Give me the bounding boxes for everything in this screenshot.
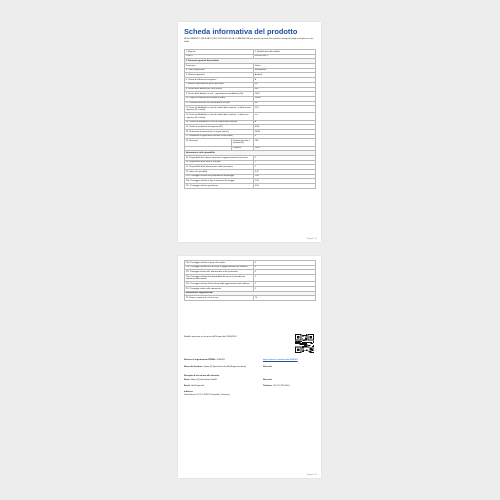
parameter-value: 3.25 bbox=[254, 170, 316, 175]
parameter-value: Smartphone bbox=[254, 68, 316, 73]
parameter-value: Android bbox=[254, 73, 316, 78]
market-note: Modello immesso sul mercato dell'Unione dal 20/06/2025 bbox=[184, 336, 237, 338]
parameter-value: 2 bbox=[254, 282, 316, 287]
table-row bbox=[185, 184, 316, 189]
parameter-name: 6. Classe di efficienza energetica bbox=[185, 78, 254, 83]
parameter-name: 20. Disponibilità delle parti di ricambio bbox=[185, 160, 254, 165]
parameter-value: 2. Identificativo del modello bbox=[254, 50, 316, 55]
parameter-name: 22i. Punteggio relativo alla riparazione bbox=[185, 286, 254, 291]
parameter-subname: Formato di scala e sistema (M) bbox=[232, 139, 254, 146]
parameter-name: 22. Indice di riparabilità bbox=[185, 170, 254, 175]
parameter-name: 22g. Punteggio relativo alla disponibilità dei pezzi di ricambio per riparatori professionisti bbox=[185, 275, 254, 282]
supplier-name: Hipoo (F) Specialists GmbH (Rappresentante) bbox=[203, 366, 247, 368]
parameter-value: 100.3 bbox=[254, 146, 316, 151]
parameter-name: 8. Durata della batteria per ciclo [h/min] bbox=[185, 87, 254, 92]
parameter-name: 5. Sistema operativo bbox=[185, 73, 254, 78]
parameter-value: 270 bbox=[254, 106, 316, 113]
contact-phone: Telefono: +49 177 449 0001 bbox=[263, 385, 290, 387]
table-row bbox=[185, 106, 316, 113]
contact-web-label: Sito web: bbox=[263, 379, 273, 381]
registration-block bbox=[184, 359, 244, 362]
parameter-value: A bbox=[254, 120, 316, 125]
parameter-name: 23. Numero minimo di cicli di carica bbox=[185, 296, 254, 301]
table-row bbox=[185, 113, 316, 120]
document-title: Scheda informativa del prodotto bbox=[184, 27, 298, 36]
parameter-value: 5 bbox=[254, 165, 316, 170]
parameter-name: 22c. Punteggio relativo agli attrezzi bbox=[185, 184, 254, 189]
parameter-value: 1.00 bbox=[254, 179, 316, 184]
table-row bbox=[185, 139, 316, 146]
parameter-name: 22f. Punteggio relativo alle informazioni sulla riparazione bbox=[185, 270, 254, 275]
product-parameters-table bbox=[184, 49, 316, 189]
parameter-value: 2 bbox=[254, 275, 316, 282]
parameter-name: CUBOT bbox=[185, 54, 254, 59]
parameter-value: B bbox=[254, 78, 316, 83]
contact-address: Indirizzo: Dieselstrasse 12-14, 40235 Düsseldorf, Germany bbox=[184, 391, 230, 396]
registration-label: Numero di registrazione EPREL: bbox=[184, 359, 216, 361]
parameter-value: 148 bbox=[254, 139, 316, 146]
parameter-value: n.a. bbox=[254, 113, 316, 120]
qr-code-icon[interactable] bbox=[295, 334, 314, 353]
parameter-value: KINGKONG 9 bbox=[254, 54, 316, 59]
registration-number: 2096681 bbox=[216, 359, 225, 361]
page-1 bbox=[178, 22, 321, 242]
parameter-name: 13. Forza di affidabilità in caso di caduta libera ripetuta – caduta con copertura [N. cadute] bbox=[185, 113, 254, 120]
parameter-value: 49h bbox=[254, 87, 316, 92]
section-heading: Informazioni sulla riparabilità bbox=[185, 151, 316, 156]
parameter-subname: Pannello bbox=[232, 146, 254, 151]
parameter-value: IP68 bbox=[254, 125, 316, 130]
page-number: Pagina 2 / 2 bbox=[306, 474, 317, 476]
parameter-value: 1 bbox=[254, 286, 316, 291]
parameter-value: No bbox=[254, 101, 316, 106]
parameter-name: 19. Disponibilità del sistema operativo e aggiornamenti di sicurezza bbox=[185, 155, 254, 160]
parameter-name: 18. Spessore bbox=[185, 139, 232, 146]
parameter-name: 4. Tipo di dispositivo bbox=[185, 68, 254, 73]
parameter-name: 15. Grado di protezione da ingresso (IP) bbox=[185, 125, 254, 130]
contact-email: Email: info@hipoo.de bbox=[184, 385, 205, 387]
parameter-name: 21. Disponibilità delle informazioni sulla riparazione bbox=[185, 165, 254, 170]
parameter-value: 4 bbox=[254, 261, 316, 266]
parameter-name: 9. Durata della batteria in cicli – impostazione predefinita [cicli] bbox=[185, 92, 254, 97]
supplier-label: Nome del fornitore: bbox=[184, 366, 204, 368]
regulation-subtitle: REGOLAMENTO DELEGATO (UE) 2023/1669 DELLA COMMISSIONE per quanto riguarda l'etichettatura energetica degli smartphone e dei tablet bbox=[184, 38, 314, 43]
parameter-name: 11. Commercializzato con caricabatterie incluso bbox=[185, 101, 254, 106]
parameter-value: 10600 bbox=[254, 96, 316, 101]
parameter-name: 17. Resistenza ai graffi dello schermo (scala Mohs) bbox=[185, 134, 254, 139]
parameter-name: 12. Forza di affidabilità in caso di caduta libera ripetuta – caduta senza copertura [N. cadute] bbox=[185, 106, 254, 113]
parameter-value: 1.00 bbox=[254, 174, 316, 179]
section-heading: Informazioni supplementari bbox=[185, 291, 316, 296]
table-row bbox=[185, 296, 316, 301]
parameter-value: 6 bbox=[254, 134, 316, 139]
parameter-value: 4 bbox=[254, 265, 316, 270]
table-row bbox=[185, 275, 316, 282]
page-2 bbox=[178, 256, 321, 478]
customer-service-heading: Recapito di assistenza alla clientela bbox=[184, 375, 220, 377]
parameter-value: No bbox=[254, 82, 316, 87]
supplier-block bbox=[184, 366, 254, 369]
section-heading: 3. Parametri generali del prodotto bbox=[185, 59, 316, 64]
parameter-value: 4 bbox=[254, 270, 316, 275]
parameter-value: 4.00 bbox=[254, 184, 316, 189]
parameter-name: 22d. Punteggio relativo ai pezzi di ricambio bbox=[185, 261, 254, 266]
parameter-value: 7 bbox=[254, 160, 316, 165]
contact-name: Nome: Hipoo (F) Specialists GmbH bbox=[184, 379, 217, 381]
eprel-link[interactable]: https://eprel.ec.europa.eu/qr/2096681 bbox=[263, 359, 298, 361]
parameter-value: 5 bbox=[254, 155, 316, 160]
parameter-name: 7. Batteria sostituibile da parte dell'utente bbox=[185, 82, 254, 87]
repairability-table bbox=[184, 260, 316, 301]
parameter-name: 1. Marchio bbox=[185, 50, 254, 55]
parameter-name: 22a. Punteggio relativo alla profondità di smontaggio bbox=[185, 174, 254, 179]
parameter-value: 1000 bbox=[254, 92, 316, 97]
parameter-name: 14. Classe di affidabilità in caso di caduta libera ripetuta bbox=[185, 120, 254, 125]
page-number: Pagina 1 / 2 bbox=[306, 238, 317, 240]
parameter-name: 22e. Punteggio relativo alle tecniche di aggiornamento del software bbox=[185, 265, 254, 270]
parameter-name: 22h. Punteggio relativo alla fornitura degli aggiornamenti del software bbox=[185, 282, 254, 287]
parameter-name: 10. Capacità nominale della batteria [mAh] bbox=[185, 96, 254, 101]
parameter-value: Valore bbox=[254, 64, 316, 69]
site-label: Sito web: bbox=[263, 366, 273, 368]
parameter-name: 16. Protezione di immersione in acqua [m/min] bbox=[185, 130, 254, 135]
parameter-value: 10 bbox=[254, 296, 316, 301]
parameter-value: 30/30 bbox=[254, 130, 316, 135]
parameter-name: Parametro bbox=[185, 64, 254, 69]
parameter-name: 22b. Punteggio relativo al tipo di elementi di fissaggio bbox=[185, 179, 254, 184]
